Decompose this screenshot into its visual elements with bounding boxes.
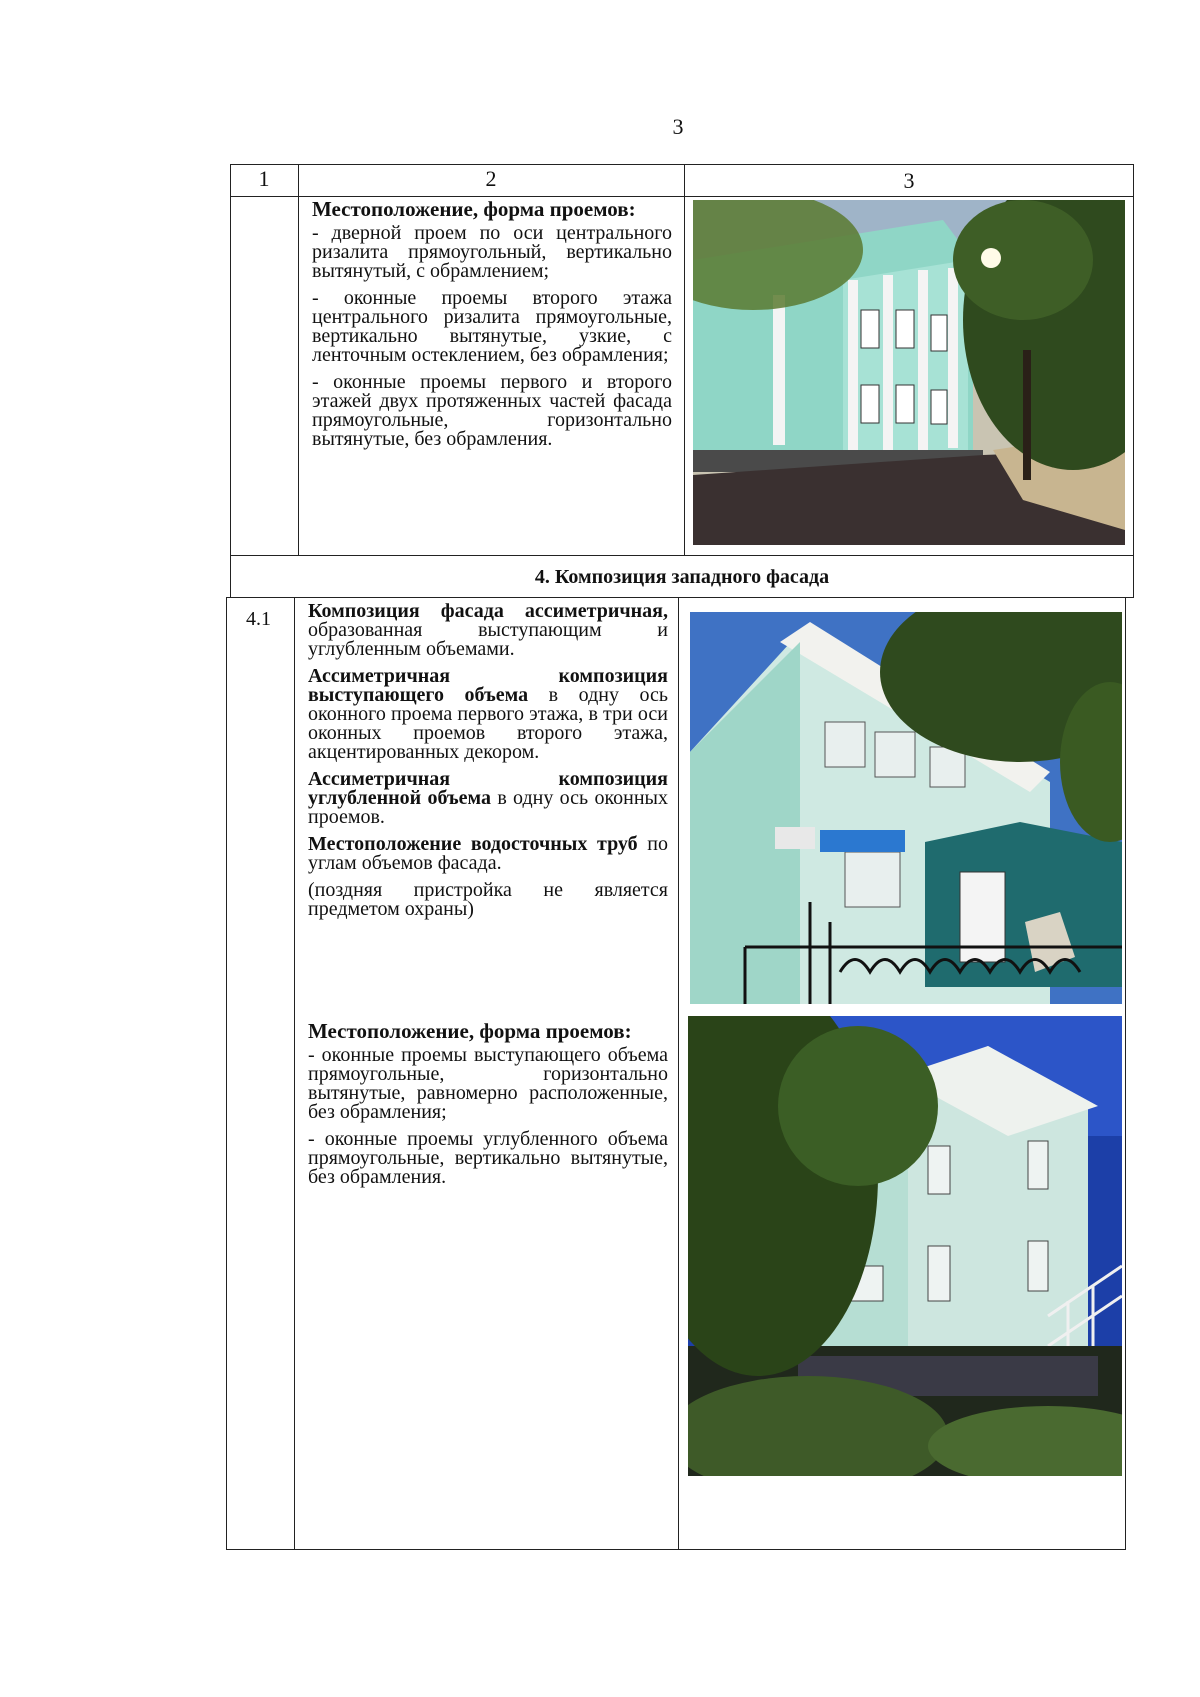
p1-bold: Композиция фасада ассиметричная, bbox=[308, 600, 668, 622]
col-header-1: 1 bbox=[258, 166, 270, 191]
photo-west-facade-corner bbox=[688, 1016, 1122, 1476]
top-row-heading: Местоположение, форма проемов: bbox=[312, 197, 636, 221]
col2-divider-lower bbox=[678, 597, 679, 1550]
col-header-2: 2 bbox=[485, 166, 497, 191]
top-row-text bbox=[312, 197, 672, 457]
p4-bold: Местоположение водосточных труб bbox=[308, 833, 638, 855]
p3-bold: Ассиметричная композиция углубленной объема bbox=[308, 768, 668, 809]
p5-note: (поздняя пристройка не является предметом охраны) bbox=[308, 879, 668, 920]
p1-rest: образованная выступающим и углубленным объемами. bbox=[308, 619, 668, 660]
top-row-item-3: - оконные проемы первого и второго этажей двух протяженных частей фасада прямоугольные, горизонтально вытянутые, без обрамления. bbox=[312, 371, 672, 450]
row-4-1-openings bbox=[308, 1019, 668, 1195]
openings-item-1: - оконные проемы выступающего объема прямоугольные, горизонтально вытянутые, равномерно расположенные, без обрамления; bbox=[308, 1044, 668, 1123]
row-number-4-1: 4.1 bbox=[246, 608, 271, 630]
photo-facade-central-risalit bbox=[693, 200, 1125, 545]
col2-divider-upper bbox=[684, 164, 685, 556]
col1-divider-upper bbox=[298, 164, 299, 556]
col1-divider-lower bbox=[294, 597, 295, 1550]
row-4-1-text bbox=[308, 602, 668, 927]
photo-west-facade-annex bbox=[690, 612, 1122, 1004]
top-row-item-1: - дверной проем по оси центрального ризалита прямоугольный, вертикально вытянутый, с обрамлением; bbox=[312, 222, 672, 282]
p3-rest: в одну ось оконных проемов. bbox=[308, 787, 668, 828]
page-number: 3 bbox=[672, 114, 684, 139]
top-row-item-2: - оконные проемы второго этажа центрального ризалита прямоугольные, вертикально вытянутые, узкие, с ленточным остеклением, без обрамления; bbox=[312, 287, 672, 366]
p2-bold: Ассиметричная композиция выступающего объема bbox=[308, 665, 668, 706]
openings-heading: Местоположение, форма проемов: bbox=[308, 1019, 632, 1043]
section-title-west-facade: 4. Композиция западного фасада bbox=[534, 566, 830, 588]
openings-item-2: - оконные проемы углубленного объема прямоугольные, вертикально вытянутые, без обрамления. bbox=[308, 1128, 668, 1188]
p2-rest: в одну ось оконного проема первого этажа, в три оси оконных проемов второго этажа, акцентированных декором. bbox=[308, 684, 668, 763]
p4-rest: по углам объемов фасада. bbox=[308, 833, 669, 874]
col-header-3: 3 bbox=[903, 168, 915, 193]
